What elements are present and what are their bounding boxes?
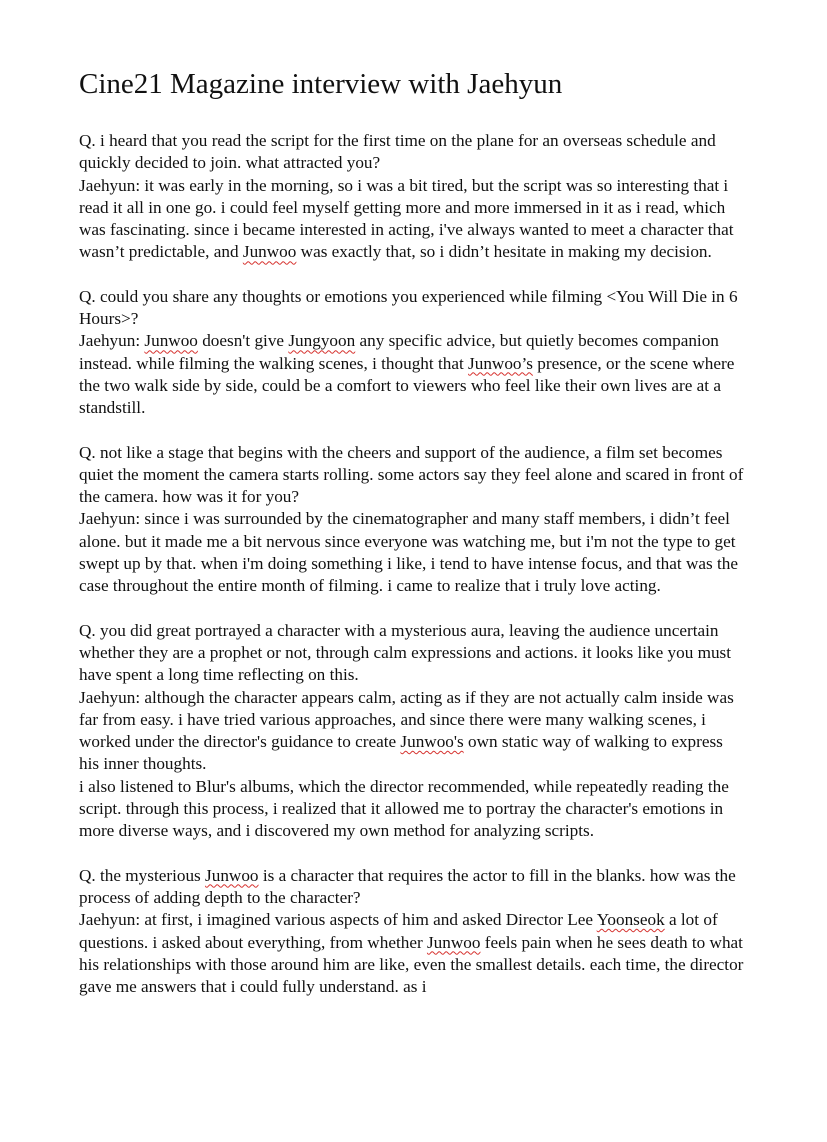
spelling-flagged-word: Junwoo <box>144 331 198 351</box>
spelling-flagged-word: Yoonseok <box>596 910 665 930</box>
answer-text <box>79 175 747 264</box>
qa-block-1 <box>79 130 747 264</box>
qa-block-4 <box>79 620 747 843</box>
answer-text <box>79 687 747 776</box>
question-text <box>79 865 747 910</box>
answer-text <box>79 330 747 419</box>
qa-block-5 <box>79 865 747 999</box>
answer-text <box>79 508 747 597</box>
answer-segment: any specific advice, but quietly becomes companion instead. while filming the walking scenes, i thought that <box>79 331 719 373</box>
answer-segment: doesn't give <box>197 331 289 351</box>
qa-block-2 <box>79 286 747 420</box>
document-title: Cine21 Magazine interview with Jaehyun <box>79 68 563 100</box>
answer-continuation: i also listened to Blur's albums, which the director recommended, while repeatedly reading the script. through this process, i realized that it allowed me to portray the character's emotions in more diverse ways, and i discovered my own method for analyzing scripts. <box>79 776 729 841</box>
answer-segment: presence, or the scene where the two walk side by side, could be a comfort to viewers who feel like their own lives are at a standstill. <box>79 353 735 418</box>
question-text: Q. i heard that you read the script for the first time on the plane for an overseas schedule and quickly decided to join. what attracted you? <box>79 131 716 173</box>
question-segment: is a character that requires the actor to fill in the blanks. how was the process of adding depth to the character? <box>79 865 736 907</box>
spelling-flagged-word: Junwoo <box>205 865 259 885</box>
answer-text <box>79 909 747 998</box>
answer-segment: Jaehyun: since i was surrounded by the cinematographer and many staff members, i didn’t feel alone. but it made me a bit nervous since everyone was watching me, but i'm not the type to get swept up by that. when i'm doing something i like, i tend to have intense focus, and that was the case throughout the entire month of filming. i came to realize that i truly love acting. <box>79 509 738 596</box>
question-segment: Q. the mysterious <box>79 865 206 885</box>
answer-segment: own static way of walking to express his inner thoughts. <box>79 732 723 774</box>
answer-segment: was exactly that, so i didn’t hesitate in making my decision. <box>296 242 712 262</box>
question-text: Q. you did great portrayed a character with a mysterious aura, leaving the audience uncertain whether they are a prophet or not, through calm expressions and actions. it looks like you must have spent a long time reflecting on this. <box>79 620 732 685</box>
spelling-flagged-word: Junwoo’s <box>468 353 533 373</box>
answer-segment: a lot of questions. i asked about everything, from whether <box>79 910 718 952</box>
spelling-flagged-word: Junwoo <box>242 242 297 262</box>
spelling-flagged-word: Junwoo <box>426 932 481 952</box>
question-text: Q. could you share any thoughts or emotions you experienced while filming <You Will Die in 6 Hours>? <box>79 286 738 329</box>
answer-segment: feels pain when he sees death to what his relationships with those around him are like, even the smallest details. each time, the director gave me answers that i could fully understand. as i <box>79 932 744 997</box>
answer-segment: Jaehyun: at first, i imagined various aspects of him and asked Director Lee <box>79 910 597 930</box>
qa-block-3 <box>79 442 747 598</box>
answer-segment: Jaehyun: it was early in the morning, so i was a bit tired, but the script was so interesting that i read it all in one go. i could feel myself getting more and more immersed in it as i read, which was fascinating. since i became interested in acting, i've always wanted to meet a character that wasn’t predictable, and <box>79 175 734 262</box>
answer-segment: Jaehyun: although the character appears calm, acting as if they are not actually calm inside was far from easy. i have tried various approaches, and since there were many walking scenes, i worked under the director's guidance to create <box>79 687 734 752</box>
answer-segment: Jaehyun: <box>79 331 145 351</box>
spelling-flagged-word: Junwoo's <box>400 732 464 752</box>
spelling-flagged-word: Jungyoon <box>288 331 356 351</box>
question-text: Q. not like a stage that begins with the cheers and support of the audience, a film set becomes quiet the moment the camera starts rolling. some actors say they feel alone and scared in front of the camera. how was it for you? <box>79 442 744 507</box>
